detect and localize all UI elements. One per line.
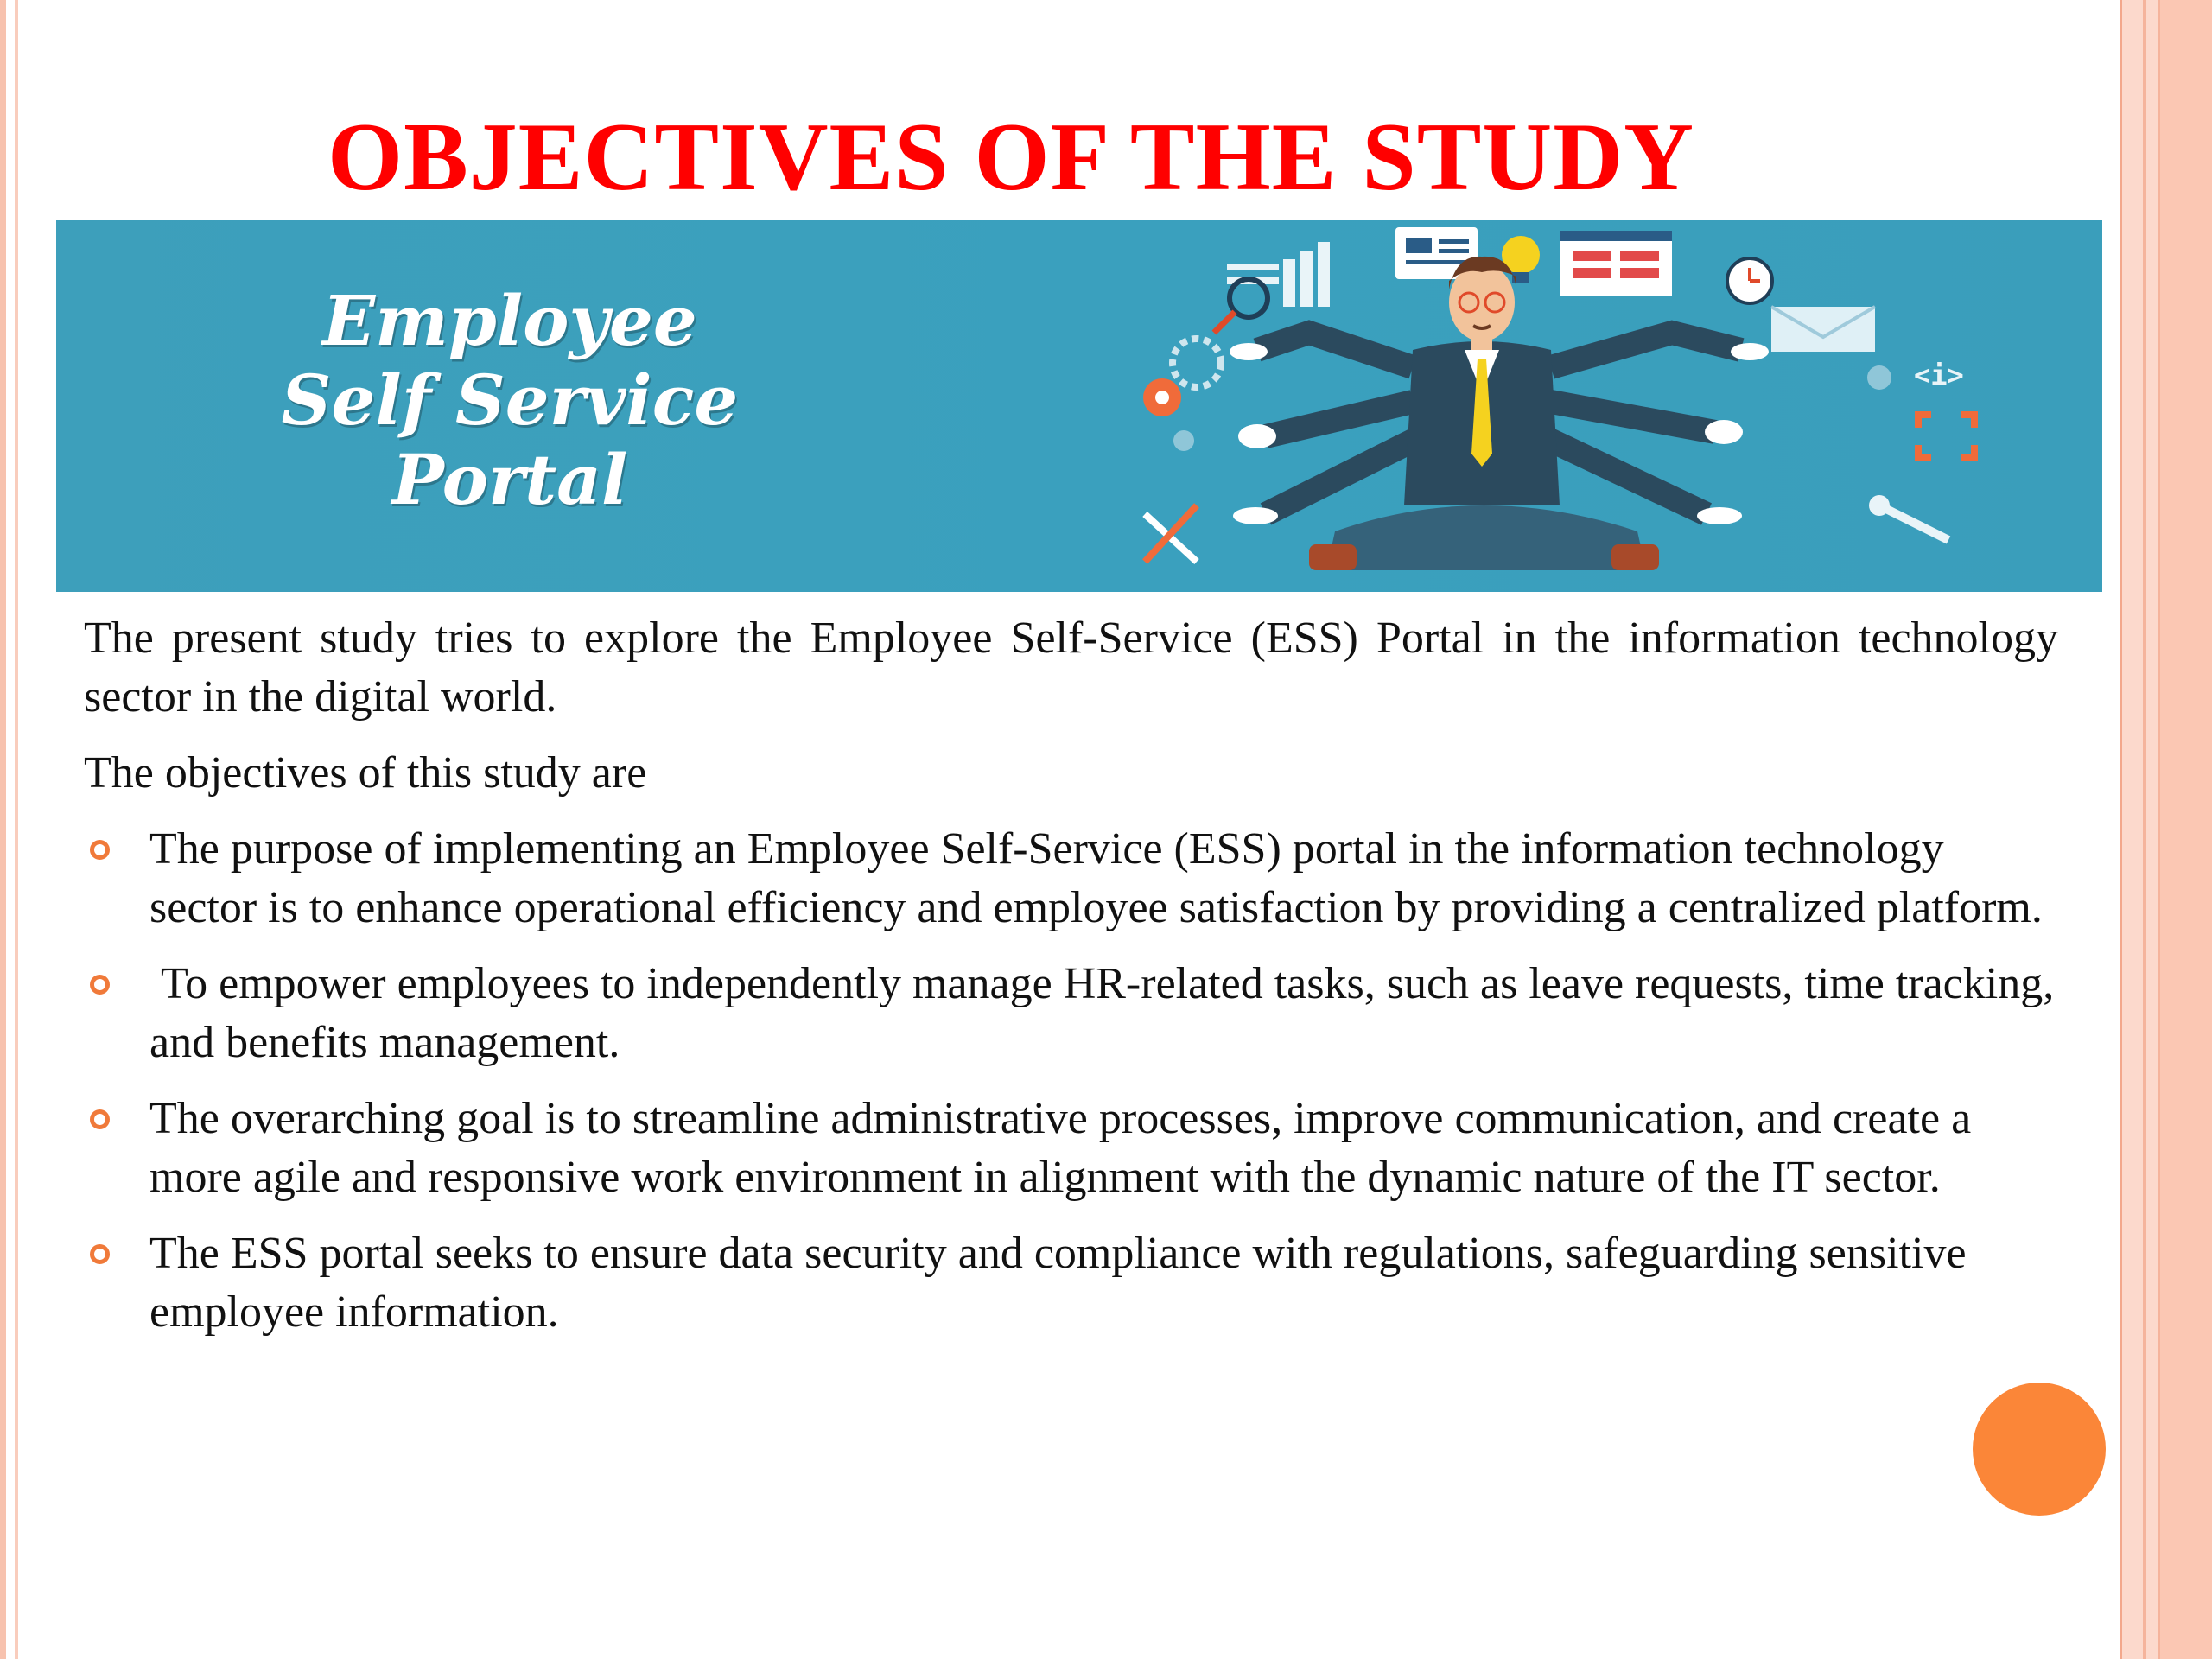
objectives-lead: The objectives of this study are [84, 748, 647, 798]
svg-text:<i>: <i> [1914, 359, 1964, 391]
list-item-text: The purpose of implementing an Employee Self-Service (ESS) portal in the information technology sector is to enhance operational efficiency and employee satisfaction by providing a centralized platform. [149, 824, 2043, 932]
banner-line: Employee [322, 280, 697, 361]
ring-bullet-icon [90, 1109, 110, 1129]
banner-line: Portal [391, 439, 628, 520]
frame-right-line [2143, 0, 2146, 1659]
decorative-orange-circle [1973, 1382, 2106, 1516]
frame-right-fill [2160, 0, 2212, 1659]
banner-image [56, 220, 2102, 592]
ring-bullet-icon [90, 975, 110, 995]
list-item [84, 1224, 2058, 1342]
ring-bullet-icon [90, 840, 110, 860]
frame-left-border-inner [15, 0, 18, 1659]
frame-corners-icon [1918, 415, 1974, 458]
browser-window-icon [1560, 231, 1672, 296]
frame-right-line [2120, 0, 2122, 1659]
intro-paragraph: The present study tries to explore the Employee Self-Service (ESS) Portal in the information technology sector in the digital world. [84, 613, 2058, 721]
gear-icon [1143, 339, 1221, 451]
list-item-text: To empower employees to independently manage HR-related tasks, such as leave requests, time tracking, and benefits management. [149, 959, 2066, 1067]
bar-chart-icon [1227, 242, 1330, 307]
light-bulb-icon [1502, 236, 1540, 283]
list-item-text: The overarching goal is to streamline administrative processes, improve communication, and create a more agile and responsive work environment in alignment with the dynamic nature of the IT sector. [149, 1094, 1972, 1202]
clock-icon [1727, 258, 1772, 303]
slide-title: OBJECTIVES OF THE STUDY [327, 104, 1695, 211]
frame-right-line [2158, 0, 2160, 1659]
list-item-text: The ESS portal seeks to ensure data security and compliance with regulations, safeguarding sensitive employee information. [149, 1229, 1967, 1337]
objectives-list [84, 820, 2066, 1342]
envelope-icon [1771, 307, 1875, 352]
magnifier-icon [1214, 279, 1268, 333]
list-item [84, 955, 2066, 1072]
wrench-icon [1869, 495, 1948, 540]
ring-bullet-icon [90, 1244, 110, 1264]
tools-icon [1145, 505, 1197, 562]
frame-left-border [0, 0, 6, 1659]
code-icon [1867, 359, 1964, 391]
list-item [84, 820, 2058, 938]
slide-body [84, 609, 2066, 1359]
banner-line: Self Service [281, 359, 739, 441]
banner-caption [99, 281, 920, 519]
list-item [84, 1090, 2058, 1207]
multitasking-employee-illustration [1050, 220, 2102, 592]
